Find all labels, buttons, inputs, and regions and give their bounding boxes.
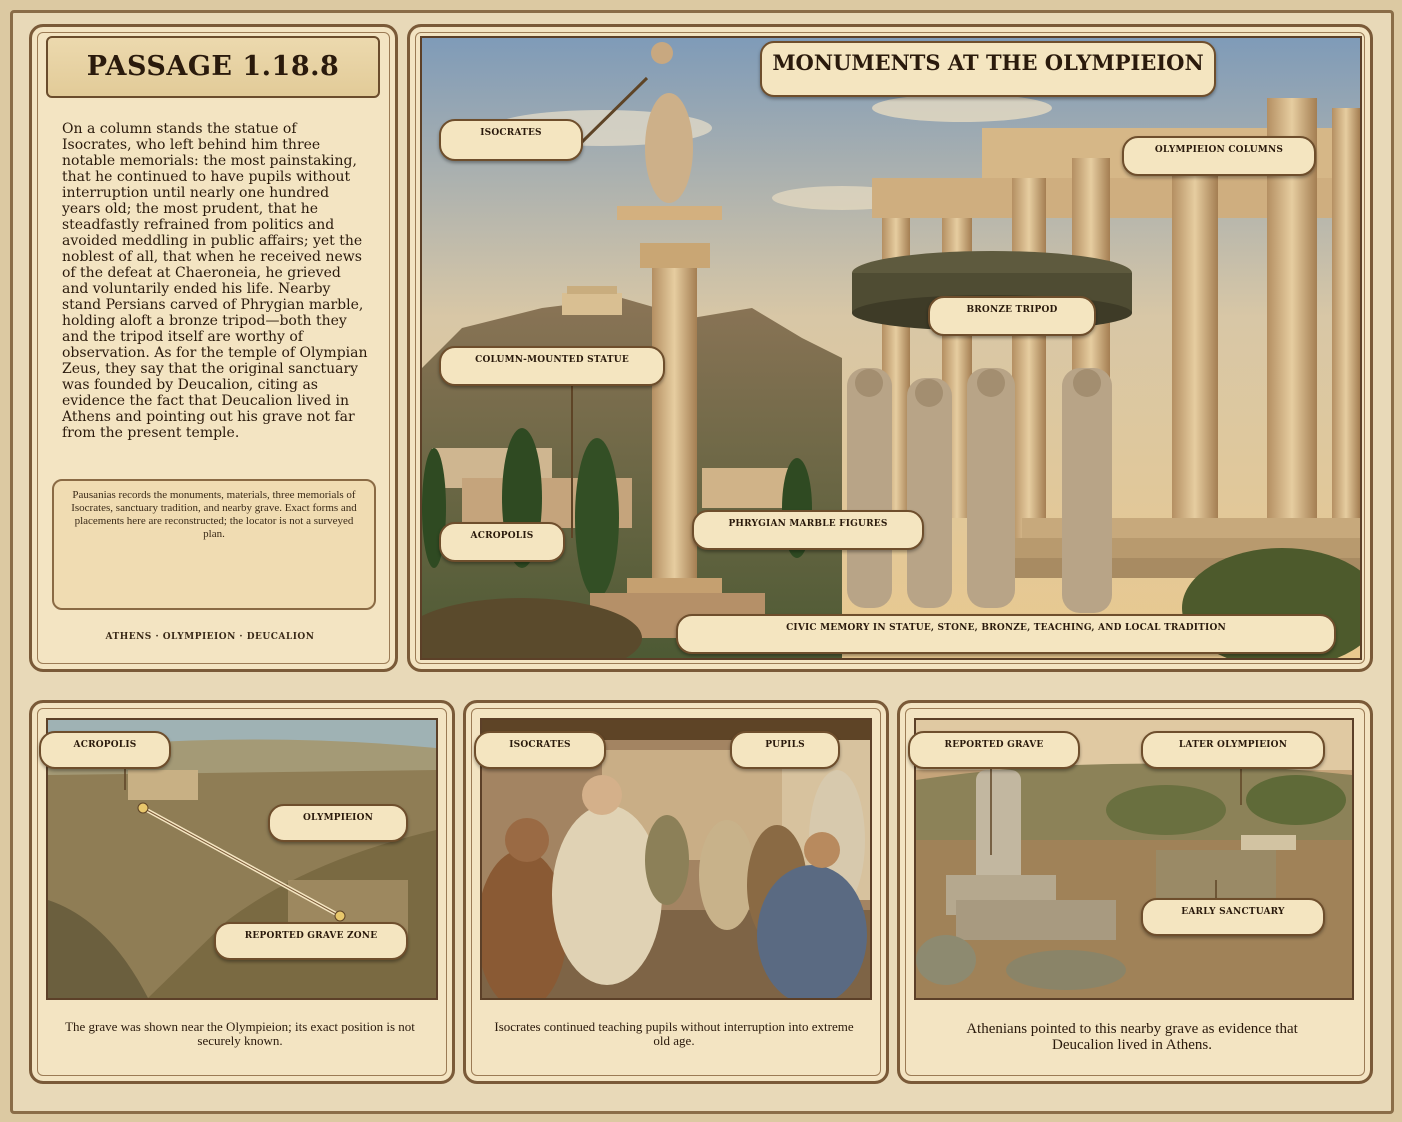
label-later-olympieion: LATER OLYMPIEION [1141, 731, 1325, 769]
label-phrygian-figures: PHRYGIAN MARBLE FIGURES [692, 510, 924, 550]
map-caption: The grave was shown near the Olympieion; its exact position is not securely known. [65, 1019, 415, 1048]
teaching-caption: Isocrates continued teaching pupils without interruption into extreme old age. [494, 1019, 854, 1048]
reconstruction-note-text: Pausanias records the monuments, materials, three memorials of Isocrates, sanctuary tradition, and nearby grave. Exact forms and placements here are reconstructed; the locator is not a surveyed plan. [71, 489, 357, 540]
label-civic-memory: CIVIC MEMORY IN STATUE, STONE, BRONZE, TEACHING, AND LOCAL TRADITION [676, 614, 1336, 654]
label-early-sanctuary: EARLY SANCTUARY [1141, 898, 1325, 936]
label-map-olympieion: OLYMPIEION [268, 804, 408, 842]
label-reported-grave: REPORTED GRAVE [908, 731, 1080, 769]
label-bronze-tripod: BRONZE TRIPOD [928, 296, 1096, 336]
label-teaching-pupils: PUPILS [730, 731, 840, 769]
passage-title: PASSAGE 1.18.8 [46, 36, 380, 98]
label-map-acropolis: ACROPOLIS [39, 731, 171, 769]
grave-caption: Athenians pointed to this nearby grave as evidence that Deucalion lived in Athens. [966, 1021, 1298, 1053]
main-scene-title: MONUMENTS AT THE OLYMPIEION [760, 41, 1216, 97]
passage-footer: ATHENS · OLYMPIEION · DEUCALION [105, 632, 315, 642]
label-column-statue: COLUMN-MOUNTED STATUE [439, 346, 665, 386]
label-acropolis-main: ACROPOLIS [439, 522, 565, 562]
label-olympieion-columns: OLYMPIEION COLUMNS [1122, 136, 1316, 176]
label-isocrates: ISOCRATES [439, 119, 583, 161]
passage-text: On a column stands the statue of Isocrates, who left behind him three notable memorials: the most painstaking, that he continued to have pupils without interruption until nearly one hundred years old; the most prudent, that he steadfastly refrained from politics and avoided meddling in public affairs; yet the noblest of all, that when he received news of the defeat at Chaeroneia, he grieved and voluntarily ended his life. Nearby stand Persians carved of Phrygian marble, holding aloft a bronze tripod—both they and the tripod itself are worthy of observation. As for the temple of Olympian Zeus, they say that the original sanctuary was founded by Deucalion, citing as evidence the fact that Deucalion lived in Athens and pointing out his grave not far from the present temple. [62, 121, 368, 441]
reconstruction-note [52, 479, 376, 610]
label-teaching-isocrates: ISOCRATES [474, 731, 606, 769]
label-map-grave-zone: REPORTED GRAVE ZONE [214, 922, 408, 960]
